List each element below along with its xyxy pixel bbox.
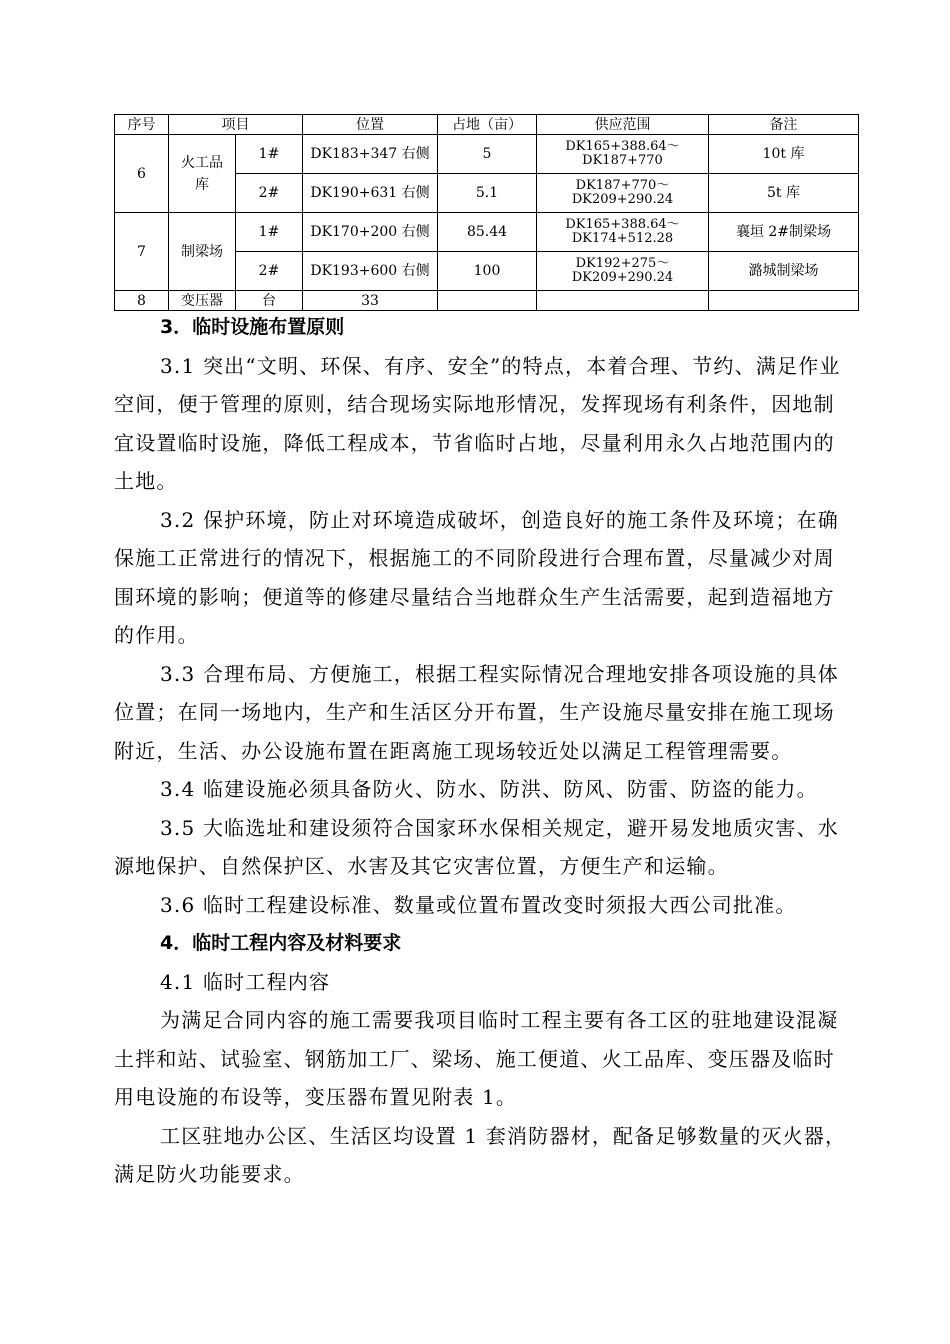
sub-range: DK165+388.64～ DK174+512.28 — [537, 213, 709, 252]
section-3-heading: 3．临时设施布置原则 — [160, 316, 345, 338]
sub-location: DK183+347 右侧 — [303, 135, 438, 174]
facility-table — [114, 114, 859, 311]
subsection-4-1: 4.1 临时工程内容 — [160, 969, 331, 994]
paragraph-4-1-a: 为满足合同内容的施工需要我项目临时工程主要有各工区的驻地建设混凝土拌和站、试验室、钢筋加工厂、梁场、施工便道、火工品库、变压器及临时用电设施的布设等，变压器布置见附表 1。 — [114, 1008, 839, 1109]
header-area: 占地（亩） — [438, 115, 537, 135]
sub-area: 5.1 — [438, 174, 537, 213]
row-no: 8 — [115, 291, 169, 311]
paragraph-3-1: 3.1 突出“文明、环保、有序、安全”的特点，本着合理、节约、满足作业空间，便于管理的原则，结合现场实际地形情况，发挥现场有利条件，因地制宜设置临时设施，降低工程成本，节省临时占地，尽量利用永久占地范围内的土地。 — [114, 353, 841, 493]
sub-note: 襄垣 2#制梁场 — [709, 213, 859, 252]
sub-note: 5t 库 — [709, 174, 859, 213]
sub-range: DK187+770～ DK209+290.24 — [537, 174, 709, 213]
row-unit: 台 — [236, 291, 303, 311]
header-item: 项目 — [169, 115, 303, 135]
sub-id: 1# — [236, 213, 303, 252]
sub-location: DK193+600 右侧 — [303, 252, 438, 291]
sub-location: DK190+631 右侧 — [303, 174, 438, 213]
row-no: 7 — [115, 213, 169, 291]
paragraph-3-6: 3.6 临时工程建设标准、数量或位置布置改变时须报大西公司批准。 — [160, 892, 797, 917]
sub-area: 5 — [438, 135, 537, 174]
sub-range: DK192+275～ DK209+290.24 — [537, 252, 709, 291]
document-body — [114, 308, 854, 1194]
sub-note: 潞城制梁场 — [709, 252, 859, 291]
paragraph-4-1-b: 工区驻地办公区、生活区均设置 1 套消防器材，配备足够数量的灭火器，满足防火功能要求。 — [114, 1123, 847, 1186]
sub-area: 100 — [438, 252, 537, 291]
sub-id: 1# — [236, 135, 303, 174]
table-row — [115, 213, 859, 252]
paragraph-3-5: 3.5 大临选址和建设须符合国家环水保相关规定，避开易发地质灾害、水源地保护、自然保护区、水害及其它灾害位置，方便生产和运输。 — [114, 815, 839, 878]
sub-area: 85.44 — [438, 213, 537, 252]
row-item: 火工品库 — [169, 135, 236, 213]
row-item: 变压器 — [169, 291, 236, 311]
sub-range: DK165+388.64～ DK187+770 — [537, 135, 709, 174]
header-note: 备注 — [709, 115, 859, 135]
table-row — [115, 135, 859, 174]
row-count: 33 — [303, 291, 438, 311]
paragraph-3-2: 3.2 保护环境，防止对环境造成破坏，创造良好的施工条件及环境；在确保施工正常进行的情况下，根据施工的不同阶段进行合理布置，尽量减少对周围环境的影响；便道等的修建尽量结合当地群众生产生活需要，起到造福地方的作用。 — [114, 507, 839, 647]
table-header-row — [115, 115, 859, 135]
section-4-heading: 4．临时工程内容及材料要求 — [160, 932, 402, 954]
row-item: 制梁场 — [169, 213, 236, 291]
header-range: 供应范围 — [537, 115, 709, 135]
header-location: 位置 — [303, 115, 438, 135]
sub-id: 2# — [236, 174, 303, 213]
paragraph-3-4: 3.4 临建设施必须具备防火、防水、防洪、防风、防雷、防盗的能力。 — [160, 777, 818, 801]
header-no: 序号 — [115, 115, 169, 135]
paragraph-3-3: 3.3 合理布局、方便施工，根据工程实际情况合理地安排各项设施的具体位置；在同一场地内，生产和生活区分开布置，生产设施尽量安排在施工现场附近，生活、办公设施布置在距离施工现场较近处以满足工程管理需要。 — [114, 661, 839, 763]
sub-note: 10t 库 — [709, 135, 859, 174]
sub-location: DK170+200 右侧 — [303, 213, 438, 252]
sub-id: 2# — [236, 252, 303, 291]
row-no: 6 — [115, 135, 169, 213]
